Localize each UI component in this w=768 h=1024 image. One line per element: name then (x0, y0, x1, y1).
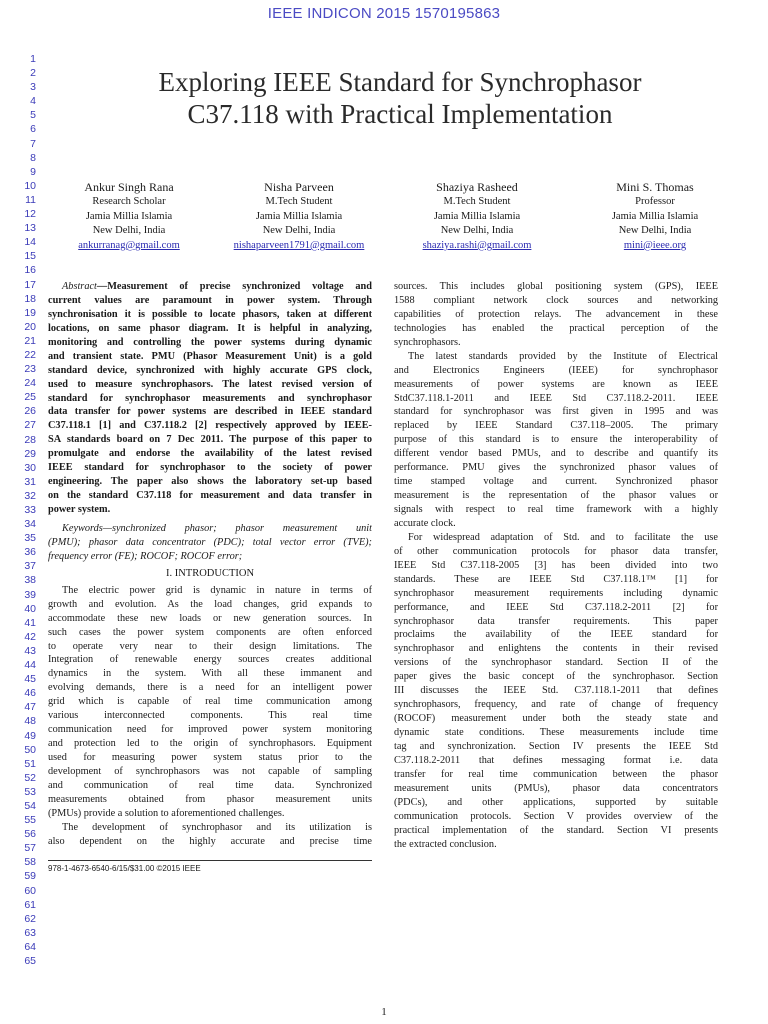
author-affiliation: Jamia Millia Islamia (433, 210, 521, 222)
abstract-text: SA standards board on 7 Dec 2011. The purpose of this paper to (48, 434, 372, 446)
author-role: M.Tech Student (265, 196, 333, 207)
abstract-text: —Measurement of precise synchronized voltage and (96, 281, 372, 292)
body-line: used for measuring power system status prior to the (48, 752, 372, 763)
abstract-text: IEEE standard for synchrophasor to the society of power (48, 462, 372, 474)
abstract-line (48, 475, 372, 489)
body-line: dynamic state conditions. These measurements include time (394, 727, 718, 738)
author-email-link[interactable]: shaziya.rashi@gmail.com (422, 239, 532, 251)
body-line: performance, and IEEE Std C37.118.2-2011 [2] for (394, 601, 718, 613)
line-number: 40 (24, 602, 36, 615)
body-line: technologies has enabled the practical perception of the (394, 322, 718, 334)
author-location: New Delhi, India (440, 225, 514, 237)
abstract-line (48, 433, 372, 447)
line-number: 23 (24, 363, 36, 376)
line-number: 20 (24, 320, 36, 333)
body-line: and Electronics Engineers (IEEE) for synchrophasor (394, 364, 718, 376)
line-number: 48 (24, 715, 36, 728)
paper-title (60, 66, 740, 130)
body-line: and protection led to the origin of synchrophasors. Equipment (48, 738, 372, 750)
line-number: 19 (24, 306, 36, 319)
line-number: 10 (24, 179, 36, 192)
abstract-text: and transient state. PMU (Phasor Measurement Unit) is a gold (48, 350, 372, 362)
body-line: For widespread adaptation of Std. and to facilitate the use (408, 531, 718, 543)
body-line: measurement is the representation of the phasor values or (394, 490, 718, 502)
author-name: Ankur Singh Rana (84, 180, 174, 194)
line-number: 1 (30, 53, 36, 65)
line-number: 55 (24, 814, 36, 827)
line-number: 60 (24, 884, 36, 897)
abstract-text: standard device, synchronized with highly accurate GPS clock, (48, 364, 372, 376)
line-number: 29 (24, 447, 36, 460)
line-number: 36 (24, 546, 36, 559)
line-number: 50 (24, 743, 36, 756)
abstract-text: promulgate and endorse the availability of the latest revised (48, 448, 372, 460)
section-heading-introduction: I. INTRODUCTION (165, 567, 255, 579)
abstract-line (48, 461, 372, 475)
author-affiliation: Jamia Millia Islamia (611, 210, 699, 222)
body-line: to operate very near to their design limitations. The (48, 640, 372, 652)
author-email-link[interactable]: ankurranag@gmail.com (78, 239, 180, 251)
footnote-divider (48, 860, 372, 861)
abstract-line (48, 322, 372, 336)
body-line: StdC37.118.1-2011 and IEEE Std C37.118.2-2011. IEEE (394, 392, 718, 404)
title-line-1: Exploring IEEE Standard for Synchrophasor (158, 67, 642, 97)
body-line: synchrophasor and enlightens the contents in their revised (394, 643, 718, 655)
line-number: 52 (24, 771, 36, 784)
body-line: standard for synchrophasor was first given in 1995 and was (394, 406, 718, 418)
abstract-line (48, 308, 372, 322)
line-number: 42 (24, 630, 36, 643)
abstract-text: data transfer for power systems are described in IEEE standard (48, 406, 372, 418)
line-number: 18 (24, 292, 36, 305)
line-number: 47 (24, 701, 36, 714)
body-line: evolving demands, there is a need for an intelligent power (48, 682, 372, 694)
line-number: 63 (24, 926, 36, 939)
body-line: III discusses the IEEE Std. C37.118.1-2011 that defines (394, 685, 718, 697)
keywords-line: frequency error (FE); ROCOF; ROCOF error; (48, 550, 243, 562)
line-number: 53 (24, 785, 36, 798)
line-number: 45 (24, 673, 36, 686)
line-number: 8 (30, 151, 36, 164)
line-number: 16 (24, 264, 36, 277)
body-line: 1588 compliant network clock sources and networking (394, 294, 718, 306)
body-line: growth and evolution. As the load changes, grid expands to (48, 598, 372, 610)
abstract-line (48, 419, 372, 433)
author-location: New Delhi, India (92, 225, 166, 237)
body-line: Integration of renewable energy sources creates additional (48, 654, 372, 666)
line-number: 28 (24, 433, 36, 446)
page-number: 1 (381, 1006, 387, 1018)
author-block (566, 179, 744, 253)
line-number: 3 (30, 81, 36, 94)
line-number: 65 (24, 955, 36, 967)
abstract-line (48, 405, 372, 419)
abstract-text: monitoring and controlling the power systems during dynamic (48, 336, 372, 348)
body-line: transfer for real time communication between the phasor (394, 768, 718, 780)
line-number: 62 (24, 912, 36, 925)
abstract-text: power system. (48, 504, 111, 515)
abstract-line (48, 503, 372, 517)
author-role: M.Tech Student (443, 196, 511, 207)
keywords-line: (PMU); phasor data concentrator (PDC); total vector error (TVE); (48, 536, 372, 548)
author-name: Nisha Parveen (264, 180, 334, 194)
title-line-2: C37.118 with Practical Implementation (187, 99, 613, 129)
line-number: 13 (24, 222, 36, 235)
body-line: (ROCOF) measurement under both the steady state and (394, 713, 718, 725)
body-line: The latest standards provided by the Institute of Electrical (408, 350, 718, 362)
body-line: signals with respect to real time framework with a highly (394, 504, 718, 515)
body-line: accommodate these new loads or new generation sources. In (48, 612, 372, 624)
line-number: 64 (24, 940, 36, 953)
line-number: 26 (24, 405, 36, 418)
author-role: Professor (635, 196, 675, 207)
abstract-line (48, 364, 372, 378)
abstract-line (48, 336, 372, 350)
author-role: Research Scholar (92, 196, 166, 207)
copyright-footnote: 978-1-4673-6540-6/15/$31.00 ©2015 IEEE (48, 864, 201, 873)
body-line: practical implementation of the standard. Section VI presents (394, 824, 718, 836)
line-number: 44 (24, 659, 36, 672)
line-number: 41 (24, 616, 36, 629)
body-line: C37.118.2-2011 that defines messaging format i.e. data (394, 754, 718, 766)
body-line: synchrophasors, frequency, and rate of change of frequency (394, 699, 718, 711)
abstract-text: engineering. The paper also shows the laboratory set-up based (48, 476, 372, 488)
author-block (388, 179, 566, 253)
line-number: 33 (24, 504, 36, 516)
body-line: also dependent on the highly accurate and precise time (48, 835, 372, 847)
abstract-line (48, 280, 372, 294)
abstract-line (48, 350, 372, 364)
line-number: 17 (24, 278, 36, 291)
body-line: sources. This includes global positioning system (GPS), IEEE (394, 281, 718, 292)
line-number: 38 (24, 574, 36, 587)
right-column (394, 280, 718, 851)
body-line: and communication of real time data. Synchronized (48, 779, 372, 791)
author-block (48, 179, 210, 253)
body-line: the extracted conclusion. (394, 838, 497, 850)
line-number: 11 (25, 193, 36, 206)
abstract-line (48, 489, 372, 503)
body-line: communication need for improved power system monitoring (48, 724, 372, 736)
body-line: of other communication protocols for phasor data transfer, (394, 545, 718, 557)
line-number: 35 (24, 532, 36, 545)
left-column (48, 280, 372, 849)
abstract-text: used to measure synchrophasors. The latest revised version of (48, 378, 372, 390)
body-line: such cases the power system components are often enforced (48, 626, 372, 638)
line-number: 56 (24, 828, 36, 841)
author-list (48, 179, 744, 253)
author-name: Shaziya Rasheed (436, 180, 518, 194)
line-number: 49 (24, 729, 36, 742)
line-number: 39 (24, 588, 36, 601)
body-line: different vendor based PMUs, and to describe and quantify its (394, 448, 718, 460)
body-line: The development of synchrophasor and its utilization is (62, 821, 372, 833)
line-number: 58 (24, 856, 36, 869)
line-number: 51 (24, 757, 36, 770)
line-number: 24 (24, 377, 36, 390)
author-name: Mini S. Thomas (616, 180, 694, 194)
body-line: development of synchrophasors was not capable of sampling (48, 765, 372, 777)
line-number: 25 (24, 391, 36, 404)
abstract-text: current values are paramount in power system. Through (48, 294, 372, 306)
line-number: 27 (24, 419, 36, 432)
line-number: 32 (24, 489, 36, 502)
line-number: 54 (24, 799, 36, 812)
line-number: 4 (30, 95, 36, 108)
body-line: capabilities of protection relays. The advancement in these (394, 308, 718, 320)
body-line: tag and synchronization. Section IV presents the IEEE Std (394, 740, 718, 752)
author-email-link[interactable]: nishaparveen1791@gmail.com (233, 239, 365, 251)
line-number: 61 (24, 898, 36, 911)
body-line: purpose of this standard is to ensure the interoperability of (394, 434, 718, 446)
body-line: various interconnected components. This real time (48, 710, 372, 722)
abstract-text: C37.118.1 [1] and C37.118.2 [2] respectively approved by IEEE- (48, 420, 372, 432)
abstract-label: Abstract (62, 281, 97, 292)
author-affiliation: Jamia Millia Islamia (85, 210, 173, 222)
line-number: 22 (24, 348, 36, 361)
body-line: proclaims the availability of the IEEE standard for (394, 629, 718, 641)
line-number: 9 (30, 165, 36, 178)
body-line: replaced by IEEE Standard C37.118–2005. The primary (394, 420, 718, 432)
body-line: synchrophasor measurement requirements including dynamic (394, 587, 718, 599)
line-number: 2 (30, 67, 36, 80)
line-number: 7 (30, 137, 36, 150)
author-location: New Delhi, India (262, 225, 336, 237)
body-line: (PDCs), and other applications, supported by suitable (394, 796, 718, 808)
body-line: synchrophasors. (394, 336, 461, 348)
line-number: 14 (24, 236, 36, 249)
body-line: grid which is capable of real time communication among (48, 696, 372, 708)
abstract-text: standard for synchrophasor measurements and synchrophasor (48, 392, 372, 404)
line-number: 43 (24, 644, 36, 657)
line-number: 12 (24, 208, 36, 221)
body-line: measurement units (PMUs), phasor data concentrators (394, 782, 718, 794)
body-line: measurements obtained from phasor measurement units (48, 793, 372, 805)
author-affiliation: Jamia Millia Islamia (255, 210, 343, 222)
line-number: 34 (24, 518, 36, 531)
body-line: performance. PMU gives the synchronized phasor values of (394, 462, 718, 474)
abstract-line (48, 294, 372, 308)
body-line: standards. These are IEEE Std C37.118.1™ [1] for (394, 573, 718, 585)
line-number: 15 (24, 250, 36, 263)
line-number-margin (0, 52, 36, 968)
body-line: (PMUs) provide a solution to aforementioned challenges. (48, 807, 285, 819)
body-line: The electric power grid is dynamic in nature in terms of (62, 584, 372, 596)
abstract-text: locations, on same phasor diagram. It is helpful in analyzing, (48, 322, 372, 334)
body-line: versions of the synchrophasor standard. Section II of the (394, 657, 718, 669)
abstract-text: synchronisation it is possible to locate phasors, taken at different (48, 308, 372, 320)
abstract-line (48, 392, 372, 406)
line-number: 31 (24, 475, 36, 488)
keywords-line: Keywords—synchronized phasor; phasor measurement unit (62, 522, 372, 534)
body-line: accurate clock. (394, 517, 456, 529)
line-number: 5 (30, 109, 36, 122)
body-line: synchrophasor data transfer requirements. This paper (394, 615, 718, 627)
line-number: 6 (30, 123, 36, 136)
line-number: 46 (24, 687, 36, 700)
abstract-line (48, 447, 372, 461)
line-number: 57 (24, 842, 36, 855)
line-number: 30 (24, 461, 36, 474)
author-email-link[interactable]: mini@ieee.org (623, 239, 687, 251)
author-location: New Delhi, India (618, 225, 692, 237)
author-block (210, 179, 388, 253)
line-number: 21 (24, 334, 36, 347)
abstract-line (48, 378, 372, 392)
body-line: time stamped voltage and current. Synchronized phasor (394, 476, 718, 488)
body-line: IEEE Std C37.118-2005 [3] has been divided into two (394, 559, 718, 571)
body-line: communication protocols. Section V provides overview of the (394, 810, 718, 822)
line-number: 59 (24, 870, 36, 883)
conference-banner: IEEE INDICON 2015 1570195863 (267, 5, 501, 22)
body-line: paper gives the basic concept of the synchrophasor. Section (394, 671, 718, 683)
body-line: dynamics in the system. With all these immanent and (48, 668, 372, 680)
abstract-text: on the standard C37.118 for measurement and data transfer in (48, 490, 372, 502)
body-line: measurements of power systems are known as IEEE (394, 378, 718, 390)
line-number: 37 (24, 560, 36, 573)
